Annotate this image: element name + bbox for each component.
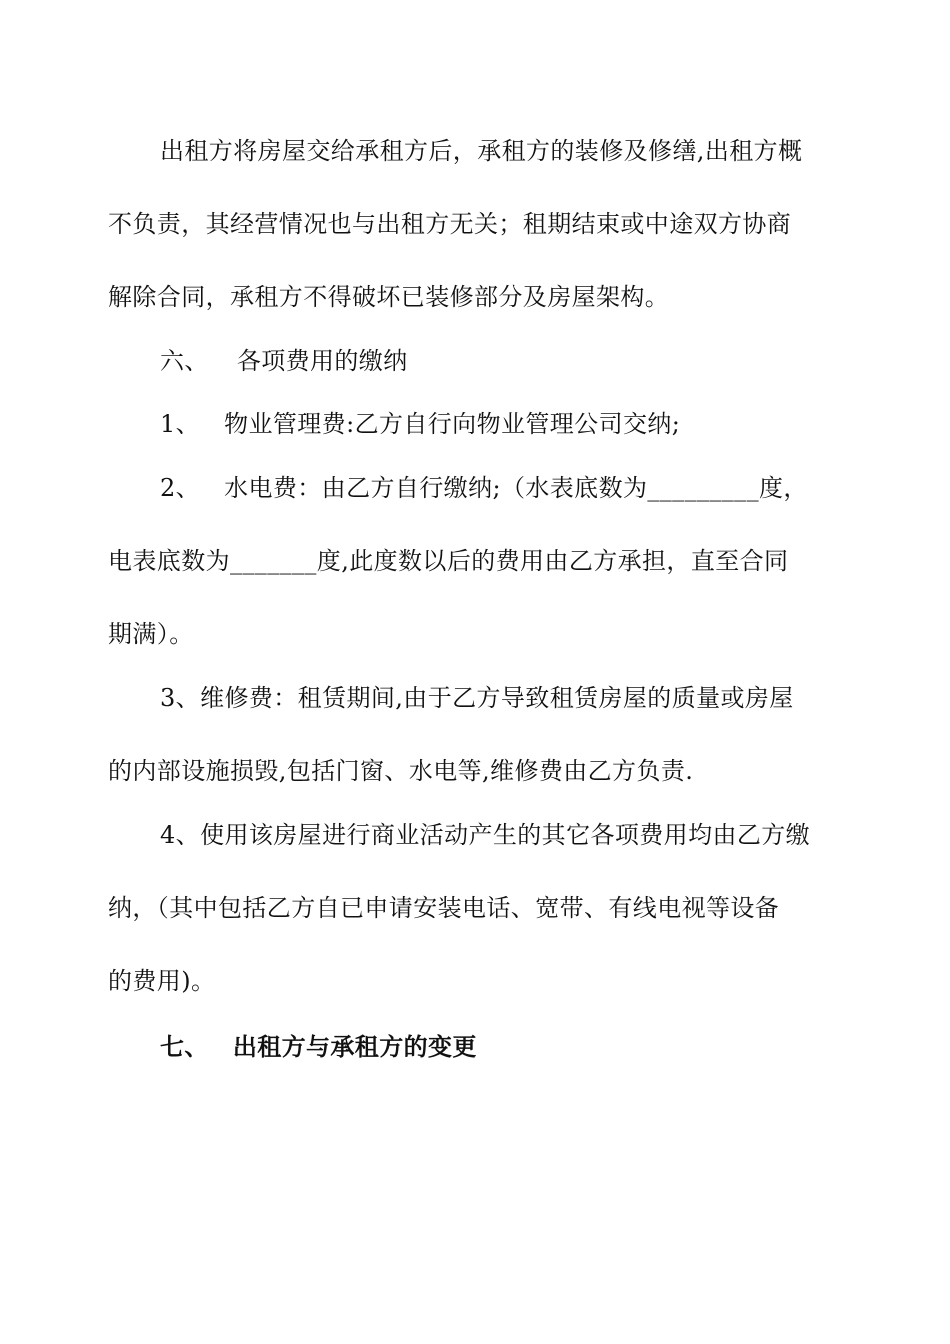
section-7-title: 出租方与承租方的变更 xyxy=(232,1032,477,1061)
item-2-line-3: 期满）。 xyxy=(108,620,194,648)
item-4-line-2: 纳，（其中包括乙方自已申请安装电话、宽带、有线电视等设备 xyxy=(108,894,780,922)
section-6-heading xyxy=(160,345,900,377)
item-4-line-1: 4、使用该房屋进行商业活动产生的其它各项费用均由乙方缴 xyxy=(160,821,811,849)
item-2-text: 水电费：由乙方自行缴纳;（水表底数为_________度， xyxy=(224,474,808,502)
item-3-line-1: 3、维修费：租赁期间,由于乙方导致租赁房屋的质量或房屋 xyxy=(160,684,794,712)
paragraph-1-line-3: 解除合同，承租方不得破坏已装修部分及房屋架构。 xyxy=(108,283,670,311)
paragraph-1-line-2: 不负责，其经营情况也与出租方无关；租期结束或中途双方协商 xyxy=(108,210,792,238)
item-3-line-2: 的内部设施损毁,包括门窗、水电等,维修费由乙方负责. xyxy=(108,757,694,785)
item-1-number: 1、 xyxy=(160,410,201,438)
item-1-text: 物业管理费:乙方自行向物业管理公司交纳; xyxy=(224,410,681,438)
section-6-number: 六、 xyxy=(160,347,209,375)
paragraph-1-line-1: 出租方将房屋交给承租方后，承租方的装修及修缮,出租方概 xyxy=(160,137,803,165)
item-2-line-2: 电表底数为_______度,此度数以后的费用由乙方承担，直至合同 xyxy=(108,547,789,575)
item-1 xyxy=(160,408,900,440)
item-2-number: 2、 xyxy=(160,474,201,502)
section-6-title: 各项费用的缴纳 xyxy=(236,347,408,375)
section-7-heading xyxy=(160,1031,900,1063)
item-4-line-3: 的费用)。 xyxy=(108,967,216,995)
section-7-number: 七、 xyxy=(160,1032,209,1061)
item-2-line-1 xyxy=(160,472,900,504)
